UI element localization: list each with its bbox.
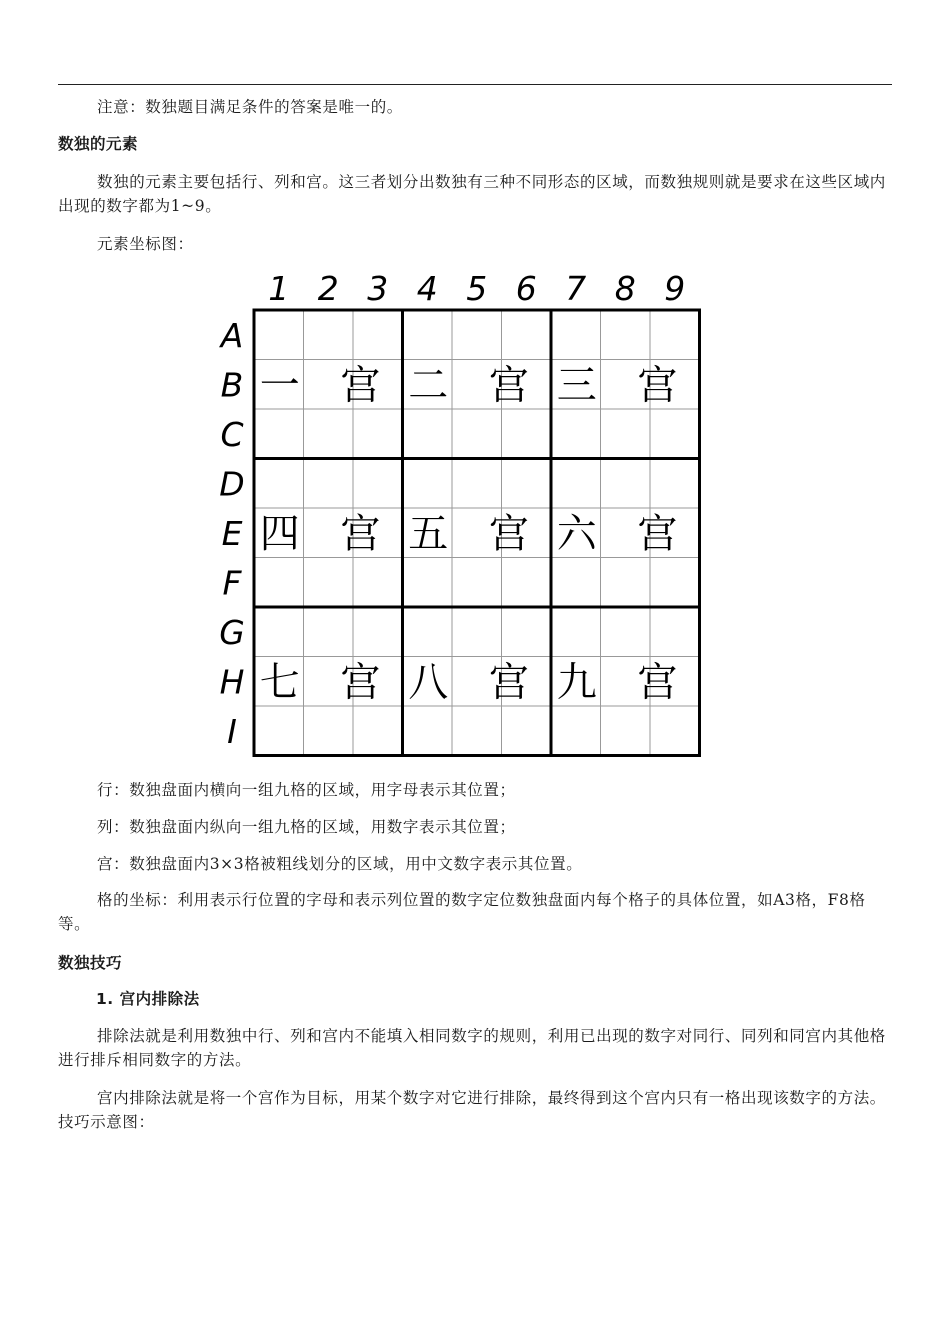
column-label: 5	[466, 269, 488, 308]
box-suffix-label: 宫	[488, 362, 529, 409]
row-label: B	[220, 365, 244, 405]
box-suffix-label: 宫	[340, 510, 381, 557]
box-number-label: 二	[408, 362, 449, 409]
row-label: A	[220, 315, 244, 355]
box-number-label: 一	[259, 362, 300, 409]
sudoku-coordinate-diagram	[204, 266, 714, 768]
row-label: D	[219, 464, 245, 504]
box-suffix-label: 宫	[637, 510, 678, 557]
diagram-caption: 元素坐标图：	[97, 235, 194, 253]
column-label: 9	[664, 269, 686, 308]
column-label: 4	[416, 269, 438, 308]
header-rule	[58, 84, 892, 85]
box-number-label: 三	[556, 362, 597, 409]
sudoku-grid-svg	[204, 266, 714, 764]
coordinate-definition: 格的坐标：利用表示行位置的字母和表示列位置的数字定位数独盘面内每个格子的具体位置，如A3格，F8格等。	[58, 891, 866, 933]
box-suffix-label: 宫	[340, 659, 381, 706]
box-suffix-label: 宫	[488, 659, 529, 706]
box-number-label: 四	[259, 510, 300, 557]
exclusion-paragraph: 排除法就是利用数独中行、列和宫内不能填入相同数字的规则，利用已出现的数字对同行、同列和同宫内其他格进行排斥相同数字的方法。	[58, 1027, 886, 1069]
row-label: I	[227, 711, 237, 751]
column-label: 2	[317, 269, 339, 308]
row-definition: 行：数独盘面内横向一组九格的区域，用字母表示其位置；	[97, 781, 516, 799]
column-label: 1	[268, 269, 290, 308]
column-label: 7	[565, 269, 587, 308]
row-label: E	[221, 513, 243, 553]
elements-paragraph: 数独的元素主要包括行、列和宫。这三者划分出数独有三种不同形态的区域，而数独规则就是要求在这些区域内出现的数字都为1~9。	[58, 173, 886, 215]
section-heading-techniques: 数独技巧	[58, 954, 123, 972]
box-suffix-label: 宫	[340, 362, 381, 409]
box-suffix-label: 宫	[637, 659, 678, 706]
row-label: H	[219, 662, 245, 702]
column-label: 6	[515, 269, 537, 308]
box-exclusion-paragraph: 宫内排除法就是将一个宫作为目标，用某个数字对它进行排除，最终得到这个宫内只有一格出现该数字的方法。技巧示意图：	[58, 1089, 886, 1131]
column-label: 3	[367, 269, 389, 308]
section-heading-elements: 数独的元素	[58, 135, 139, 153]
box-number-label: 六	[556, 510, 597, 557]
box-suffix-label: 宫	[488, 510, 529, 557]
box-number-label: 五	[408, 510, 449, 557]
note-paragraph: 注意：数独题目满足条件的答案是唯一的。	[97, 98, 403, 116]
box-definition: 宫：数独盘面内3×3格被粗线划分的区域，用中文数字表示其位置。	[97, 855, 583, 873]
box-suffix-label: 宫	[637, 362, 678, 409]
column-definition: 列：数独盘面内纵向一组九格的区域，用数字表示其位置；	[97, 818, 516, 836]
box-number-label: 七	[259, 659, 300, 706]
technique-1-heading: 1. 宫内排除法	[96, 990, 200, 1008]
box-number-label: 八	[408, 659, 449, 706]
row-label: F	[222, 563, 242, 603]
column-label: 8	[614, 269, 636, 308]
row-label: C	[220, 414, 244, 454]
row-label: G	[219, 612, 245, 652]
box-number-label: 九	[556, 659, 597, 706]
